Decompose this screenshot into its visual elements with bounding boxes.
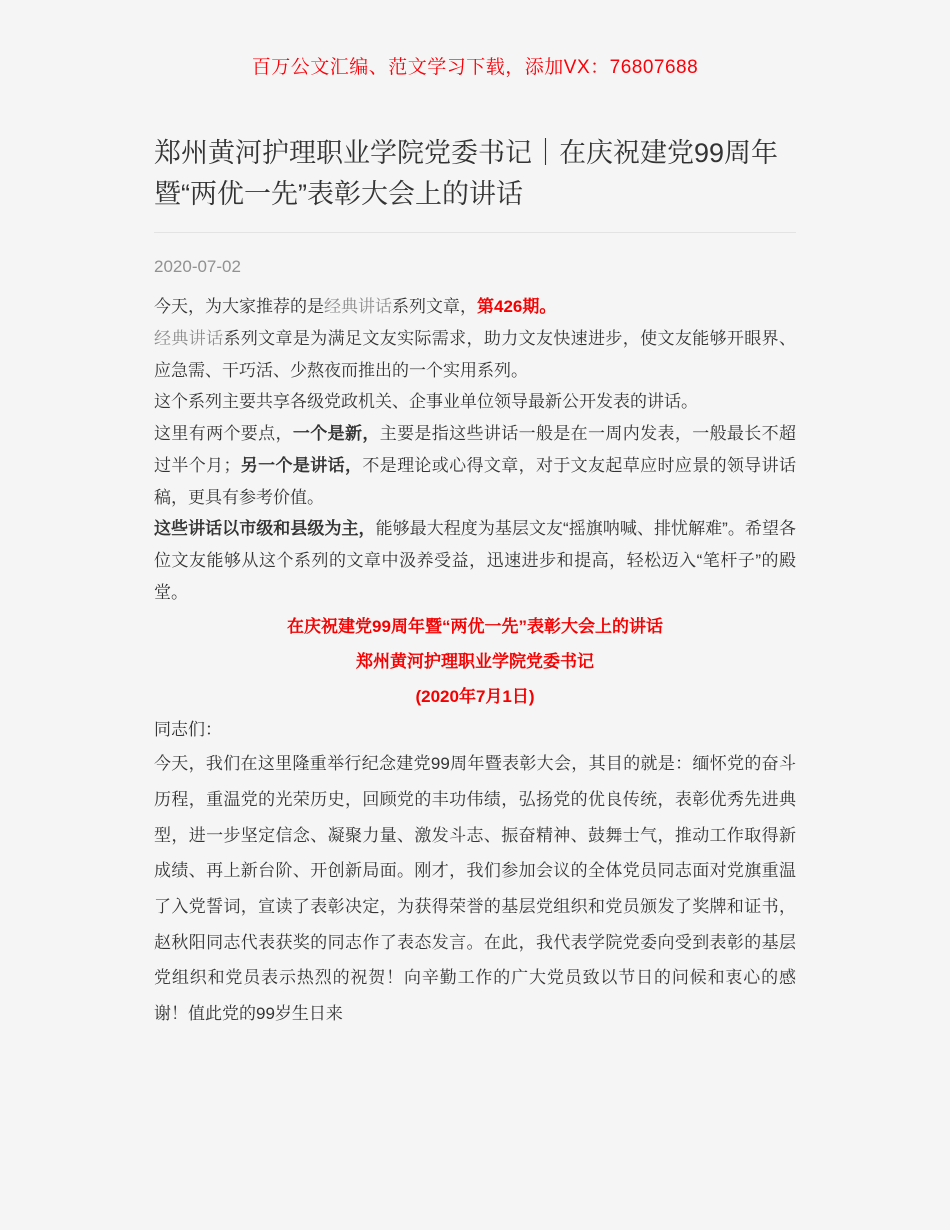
text-segment: 今天，我们在这里隆重举行纪念建党99周年暨表彰大会，其目的就是：缅怀党的奋斗历程，重温党的光荣历史，回顾党的丰功伟绩，弘扬党的优良传统，表彰优秀先进典型，进一步坚定信念、凝聚力量、激发斗志、振奋精神、鼓舞士气，推动工作取得新成绩、再上新台阶、开创新局面。刚才，我们参加会议的全体党员同志面对党旗重温了入党誓词，宣读了表彰决定，为获得荣誉的基层党组织和党员颁发了奖牌和证书，赵秋阳同志代表获奖的同志作了表态发言。在此，我代表学院党委向受到表彰的基层党组织和党员表示热烈的祝贺！向辛勤工作的广大党员致以节日的问候和衷心的感谢！值此党的99岁生日来 (154, 754, 796, 1023)
text-segment: 这个系列主要共享各级党政机关、企事业单位领导最新公开发表的讲话。 (154, 392, 698, 412)
article-paragraph (154, 291, 796, 323)
article-body (154, 291, 796, 1032)
article-paragraph (154, 746, 796, 1032)
article-heading (154, 679, 796, 714)
text-segment: 主要是指这些讲话一般是在一周内发表，一般最长不超过半个月； (154, 424, 797, 475)
article-paragraph (154, 323, 796, 387)
article-paragraph (154, 418, 796, 513)
text-segment: 另一个是讲话， (240, 455, 363, 475)
article-heading (154, 609, 796, 644)
promo-banner: 百万公文汇编、范文学习下载，添加VX：76807688 (251, 57, 699, 78)
article-paragraph (154, 386, 796, 418)
text-segment: 在庆祝建党99周年暨“两优一先”表彰大会上的讲话 (287, 616, 663, 636)
text-segment: 能够最大程度为基层文友“摇旗呐喊、排忧解难”。希望各位文友能够从这个系列的文章中汲养受益，迅速进步和提高，轻松迈入“笔杆子”的殿堂。 (154, 519, 796, 603)
text-segment: 系列文章， (392, 297, 477, 316)
text-segment: 今天，为大家推荐的是 (154, 297, 324, 316)
text-segment: 一个是新， (292, 424, 380, 444)
text-segment: 系列文章是为满足文友实际需求，助力文友快速进步，使文友能够开眼界、应急需、干巧活、少熬夜而推出的一个实用系列。 (154, 328, 797, 380)
article-paragraph (154, 513, 796, 608)
text-segment: 这里有两个要点， (154, 424, 293, 444)
article-date: 2020-07-02 (154, 257, 241, 276)
text-segment: 这些讲话以市级和县级为主， (154, 519, 376, 539)
text-segment: 第426期。 (477, 297, 557, 316)
text-segment: 郑州黄河护理职业学院党委书记 (356, 651, 594, 671)
article-heading (154, 644, 796, 679)
article-paragraph (154, 714, 796, 746)
title-divider (154, 232, 796, 233)
text-segment: 经典讲话 (324, 297, 392, 316)
text-segment: (2020年7月1日) (415, 686, 535, 706)
article-title: 郑州黄河护理职业学院党委书记｜在庆祝建党99周年暨“两优一先”表彰大会上的讲话 (154, 138, 779, 209)
article-content (154, 133, 796, 1032)
text-segment: 经典讲话 (154, 328, 224, 348)
text-segment: 同志们： (154, 719, 222, 739)
text-segment: 不是理论或心得文章，对于文友起草应时应景的领导讲话稿，更具有参考价值。 (154, 455, 797, 507)
